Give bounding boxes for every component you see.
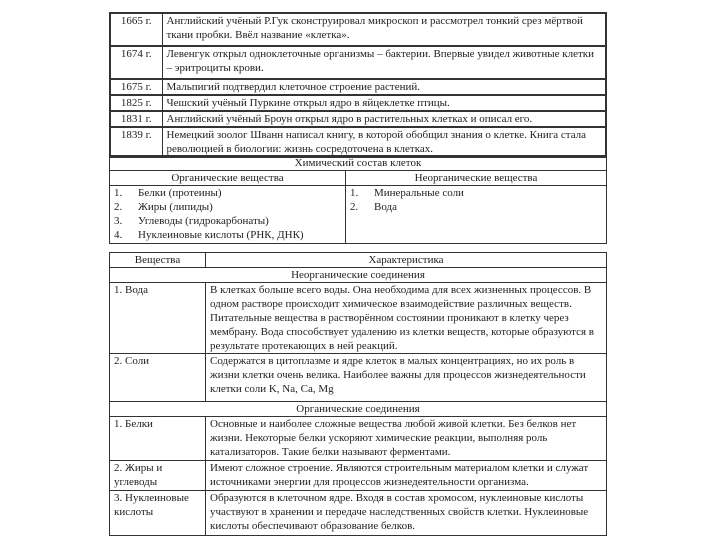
table-row [110,127,606,157]
list-item [350,200,602,214]
description-cell: Основные и наиболее сложные вещества любой живой клетки. Без белков нет жизни. Некоторые белки ускоряют химические реакции, выполняя роль катализаторов. Такие белки называют ферментами. [206,417,607,461]
item-text: Жиры (липиды) [138,201,213,213]
composition-table [109,155,607,244]
year-cell: 1675 г. [110,79,162,95]
organic-list [110,186,346,244]
organic-header: Органические вещества [110,171,346,186]
description-cell: Содержатся в цитоплазме и ядре клеток в малых концентрациях, но их роль в жизни клетки очень велика. Наиболее важны для процессов жизнедеятельности клетки соли K, Na, Ca, Mg [206,354,607,402]
item-number: 4. [114,229,123,241]
column-header: Вещества [110,253,206,268]
item-number: 3. [114,215,123,227]
item-text: Минеральные соли [374,187,464,199]
substance-cell: 1. Вода [110,283,206,354]
table-row [110,46,606,79]
description-cell: Образуются в клеточном ядре. Входя в состав хромосом, нуклеиновые кислоты участвуют в хранении и передаче наследственных свойств клетки. Нуклеиновые кислоты обеспечивают образование белков. [206,491,607,536]
item-text: Нуклеиновые кислоты (РНК, ДНК) [138,229,304,241]
characteristics-table [109,252,607,536]
year-cell: 1674 г. [110,46,162,79]
item-text: Вода [374,201,397,213]
item-text: Углеводы (гидрокарбонаты) [138,215,269,227]
event-cell: Мальпигий подтвердил клеточное строение растений. [162,79,606,95]
history-table [109,12,607,158]
list-item [114,186,341,200]
substance-cell: 2. Жиры и углеводы [110,461,206,491]
substance-cell: 2. Соли [110,354,206,402]
event-cell: Английский учёный Р.Гук сконструировал микроскоп и рассмотрел тонкий срез мёртвой ткани пробки. Ввёл название «клетка». [162,13,606,46]
table-row [110,95,606,111]
table-row [110,354,607,402]
column-header: Характеристика [206,253,607,268]
substance-cell: 1. Белки [110,417,206,461]
item-number: 1. [114,187,123,199]
list-item [350,186,602,200]
section-header: Органические соединения [110,402,607,417]
year-cell: 1839 г. [110,127,162,157]
event-cell: Чешский учёный Пуркине открыл ядро в яйцеклетке птицы. [162,95,606,111]
table-row [110,111,606,127]
list-item [114,228,341,242]
table-row [110,79,606,95]
inorganic-header: Неорганические вещества [346,171,607,186]
item-number: 2. [114,201,123,213]
item-number: 2. [350,201,359,213]
inorganic-list [346,186,607,244]
table-row [110,491,607,536]
substance-cell: 3. Нуклеиновые кислоты [110,491,206,536]
composition-title: Химический состав клеток [110,156,607,171]
table-row [110,283,607,354]
table-row [110,461,607,491]
item-number: 1. [350,187,359,199]
list-item [114,200,341,214]
event-cell: Английский учёный Броун открыл ядро в растительных клетках и описал его. [162,111,606,127]
table-row [110,417,607,461]
table-row [110,13,606,46]
event-cell: Левенгук открыл одноклеточные организмы – бактерии. Впервые увидел животные клетки – эритроциты крови. [162,46,606,79]
description-cell: В клетках больше всего воды. Она необходима для всех жизненных процессов. В одном растворе происходит химическое взаимодействие различных веществ. Питательные вещества в растворённом состоянии проникают в клетку через мембрану. Вода способствует удалению из клетки веществ, которые образуются в результате протекающих в ней реакций. [206,283,607,354]
section-header: Неорганические соединения [110,268,607,283]
year-cell: 1665 г. [110,13,162,46]
event-cell: Немецкий зоолог Шванн написал книгу, в которой обобщил знания о клетке. Книга стала революцией в биологии: жизнь сосредоточена в клетках. [162,127,606,157]
description-cell: Имеют сложное строение. Являются строительным материалом клетки и служат источниками энергии для процессов жизнедеятельности организма. [206,461,607,491]
item-text: Белки (протеины) [138,187,222,199]
year-cell: 1825 г. [110,95,162,111]
year-cell: 1831 г. [110,111,162,127]
list-item [114,214,341,228]
